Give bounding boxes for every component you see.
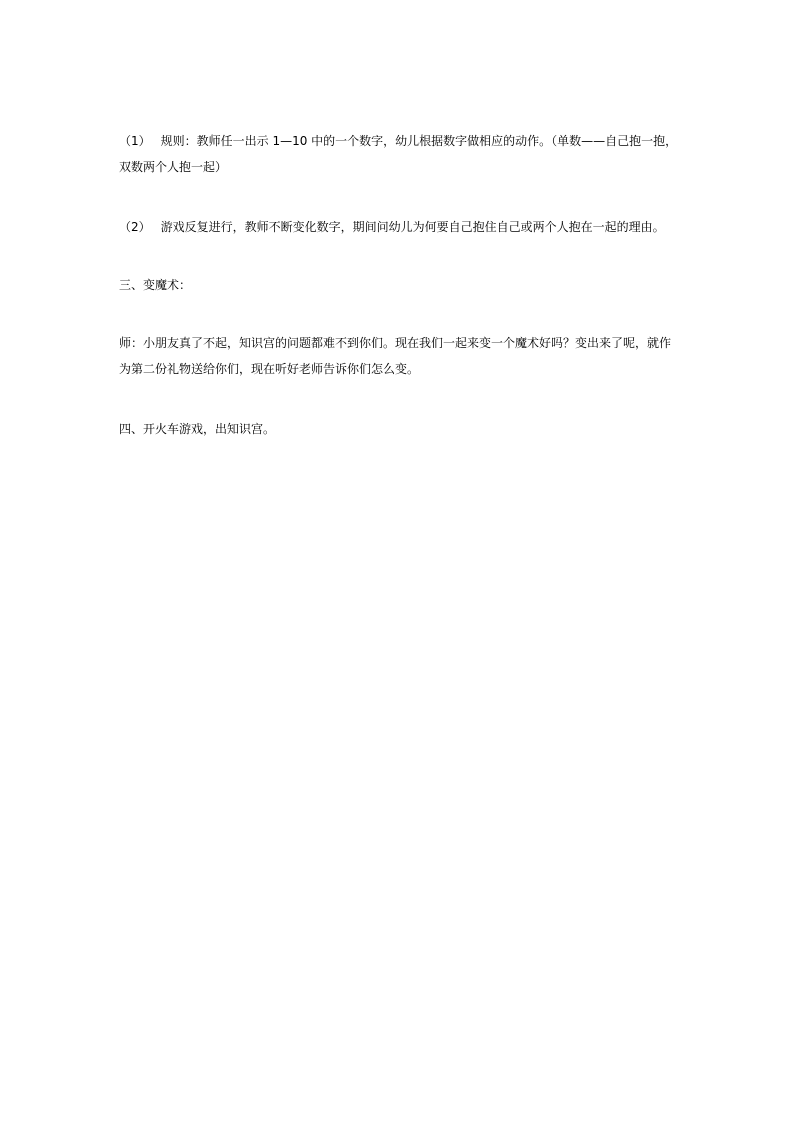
teacher-dialogue-paragraph: 师：小朋友真了不起，知识宫的问题都难不到你们。现在我们一起来变一个魔术好吗？变出来了呢，就作为第二份礼物送给你们，现在听好老师告诉你们怎么变。 [119, 336, 672, 376]
item-number: （1） [119, 134, 151, 148]
paragraph-text: 游戏反复进行，教师不断变化数字，期间问幼儿为何要自己抱住自己或两个人抱在一起的理由。 [160, 220, 665, 234]
game-repeat-paragraph [119, 214, 679, 240]
section-heading-train-game: 四、开火车游戏，出知识宫。 [119, 422, 276, 436]
paragraph-text: 规则：教师任一出示 1—10 中的一个数字，幼儿根据数字做相应的动作。（单数——自己抱一抱，双数两个人抱一起） [119, 134, 678, 174]
item-number: （2） [119, 220, 151, 234]
section-heading-magic: 三、变魔术： [119, 278, 192, 292]
rule-paragraph [119, 128, 679, 180]
